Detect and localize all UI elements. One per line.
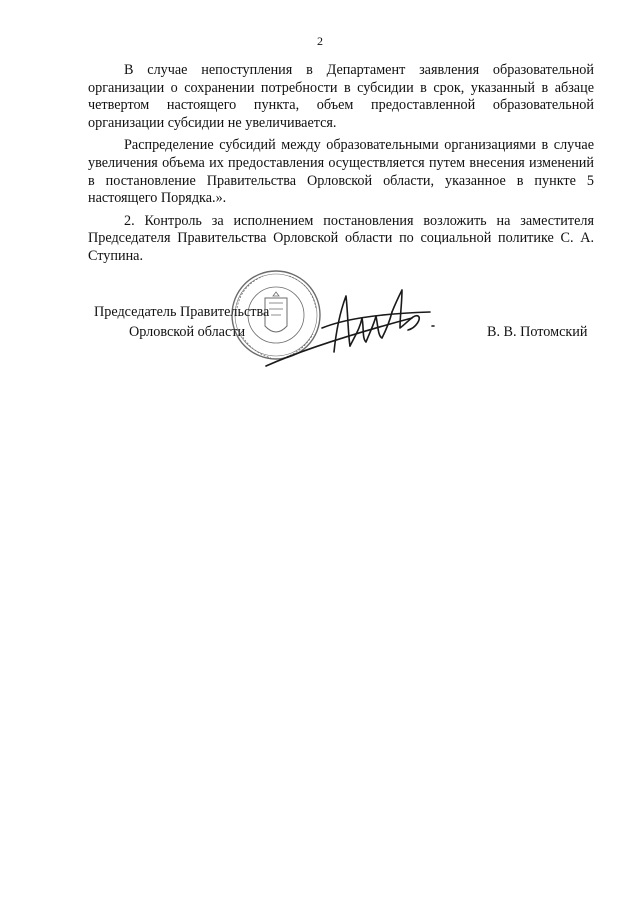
paragraph-control-clause: 2. Контроль за исполнением постановления возложить на заместителя Председателя Правительства Орловской области по социальной политике С. А. Ступина. xyxy=(88,212,594,264)
signatory-title-line2: Орловской области xyxy=(129,324,246,340)
document-body xyxy=(88,62,594,271)
handwritten-signature-icon xyxy=(262,288,440,370)
paragraph-subsidy-not-increased: В случае непоступления в Департамент заявления образовательной организации о сохранении потребности в субсидии в срок, указанный в абзаце четвертом настоящего пункта, объем предоставленной образовательной организации субсидии не увеличивается. xyxy=(88,62,594,131)
signatory-name: В. В. Потомский xyxy=(487,324,588,340)
page-number: 2 xyxy=(317,34,323,48)
signatory-title-line1: Председатель Правительства xyxy=(94,304,270,320)
paragraph-subsidy-distribution: Распределение субсидий между образовательными организациями в случае увеличения объема их предоставления осуществляется путем внесения изменений в постановление Правительства Орловской области, указанное в пункте 5 настоящего Порядка.». xyxy=(88,137,594,207)
